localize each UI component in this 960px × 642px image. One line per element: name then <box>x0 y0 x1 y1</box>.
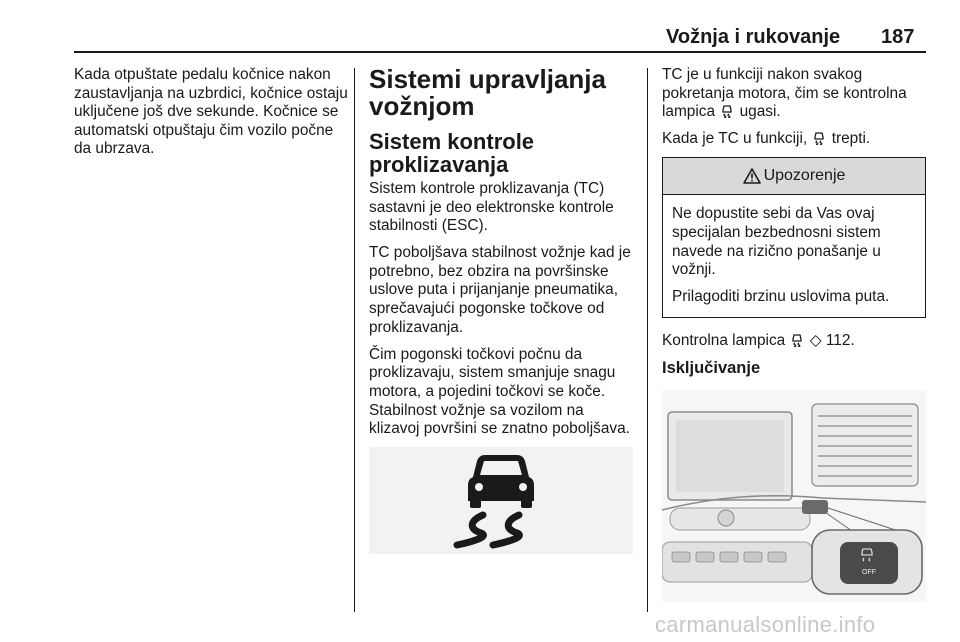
tc-indicator-icon <box>791 333 803 347</box>
page-reference-link[interactable]: 112. <box>825 332 855 350</box>
tc-benefit-paragraph: TC poboljšava stabilnost vožnje kad je potrebno, bez obzira na površinske uslove puta i prijanjanje pneumatika, sprečavajući pogonske točkove od proklizavanja. <box>369 244 631 336</box>
traction-control-figure <box>369 447 633 554</box>
tc-intro-paragraph: Sistem kontrole proklizavanja (TC) sastavni je deo elektronske kontrole stabilnosti (ESC). <box>369 180 614 235</box>
tc-indicator-icon <box>721 104 733 118</box>
dashboard-figure <box>662 390 926 602</box>
subheading-deactivation: Isključivanje <box>662 359 761 378</box>
page-reference-arrow-icon: ◇ <box>809 332 822 350</box>
header-divider <box>74 51 926 53</box>
watermark: carmanualsonline.info <box>655 612 876 637</box>
column-divider-2 <box>647 68 648 612</box>
warning-title: Upozorenje <box>763 167 846 185</box>
traction-control-icon <box>369 447 633 554</box>
tc-off-button-label: OFF <box>862 569 876 577</box>
warning-triangle-icon <box>743 168 761 184</box>
tc-indicator-icon <box>813 131 825 145</box>
tc-active-paragraph: TC je u funkciji nakon svakog pokretanja motora, čim se kontrolna lampica ugasi. <box>662 66 907 121</box>
column-2 <box>369 66 633 554</box>
hill-hold-paragraph: Kada otpuštate pedalu kočnice nakon zaustavljanja na uzbrdici, kočnice ostaju uključene još dve sekunde. Kočnice se automatski otpuštaju čim vozilo počne da ubrzava. <box>74 66 348 158</box>
tc-operation-paragraph: Čim pogonski točkovi počnu da proklizavaju, sistem smanjuje snagu motora, a pojedini točkovi se koče. Stabilnost vožnje sa vozilom na klizavoj površini se znatno poboljšava. <box>369 345 630 438</box>
warning-header <box>663 158 925 195</box>
warning-body <box>663 195 925 317</box>
indicator-reference: Kontrolna lampica ◇ 112. <box>662 332 855 350</box>
tc-flashing-paragraph: Kada je TC u funkciji, trepti. <box>662 130 871 148</box>
dashboard-illustration <box>662 390 926 602</box>
page-number: 187 <box>881 26 915 48</box>
warning-text: Ne dopustite sebi da Vas ovaj specijalan bezbednosni sistem navede na rizično ponašanje u vožnji. <box>672 205 881 279</box>
column-1 <box>74 66 348 167</box>
warning-box <box>662 157 926 318</box>
section-title: Sistemi upravljanja vožnjom <box>369 64 606 121</box>
warning-text: Prilagoditi brzinu uslovima puta. <box>672 288 890 306</box>
column-divider-1 <box>354 68 355 612</box>
column-3 <box>662 66 926 602</box>
chapter-title: Vožnja i rukovanje <box>666 26 841 48</box>
subsection-title: Sistem kontrole proklizavanja <box>369 129 535 177</box>
